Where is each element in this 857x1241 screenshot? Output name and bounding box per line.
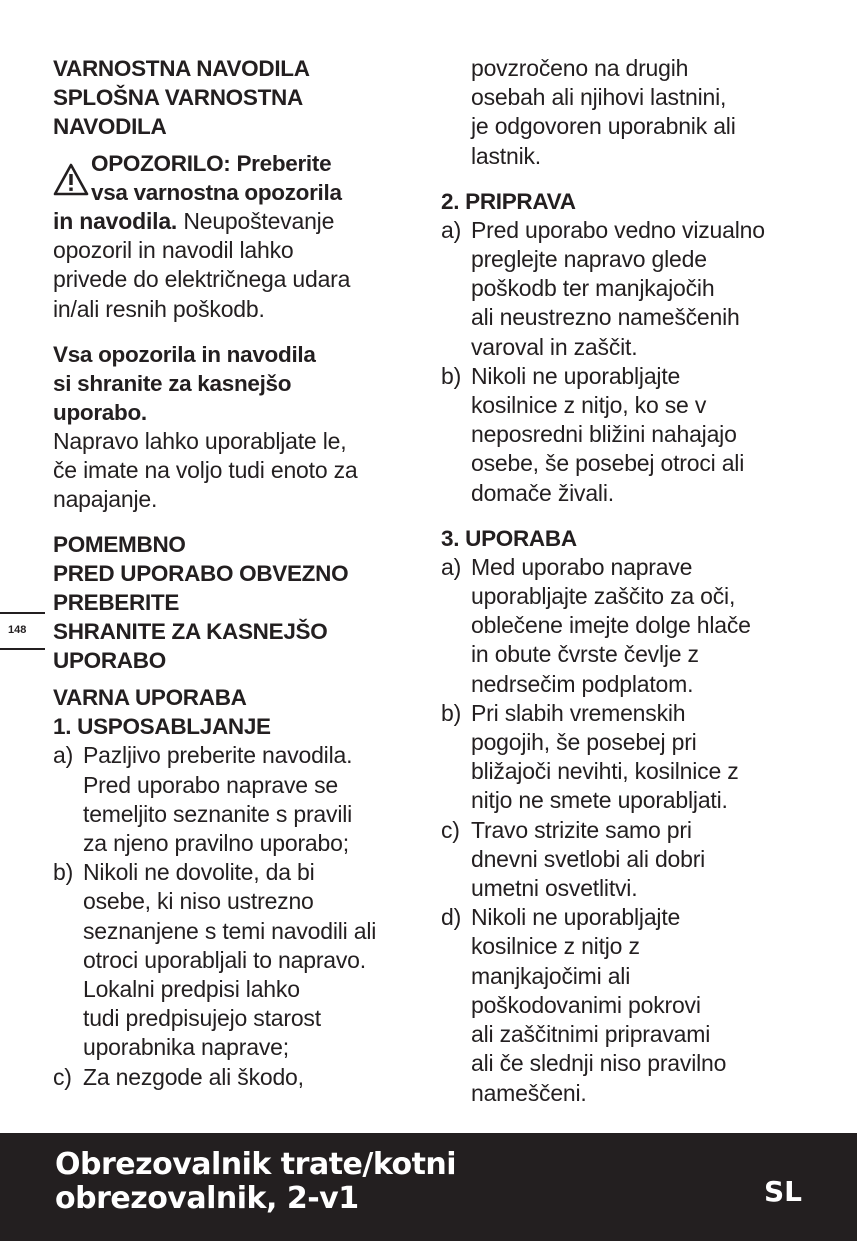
- usage-list: a) Med uporabo naprave uporabljajte zaščito za oči, oblečene imejte dolge hlače in obute čvrste čevlje z nedrsečim podplatom. b) Pri slabih vremenskih pogojih, še posebej pri bližajoči nevihti, kosilnice z nitjo ne smete uporabljati. c) Travo strizite samo pri dnevni svetlobi ali dobri umetni osvetlitvi. d) Nikoli ne uporabljajte kosilnice z nitjo z manjkajočimi ali poškodovanimi pokrovi ali zaščitnimi pripravami ali če slednji niso pravilno nameščeni.: [441, 553, 816, 1108]
- list-item: a) Pred uporabo vedno vizualno: [441, 216, 765, 243]
- list-item: b) Nikoli ne dovolite, da bi: [53, 859, 315, 886]
- list-item: d) Nikoli ne uporabljajte: [441, 904, 681, 931]
- safe-use-heading: VARNA UPORABA 1. USPOSABLJANJE: [53, 685, 271, 740]
- keep-instructions: Vsa opozorila in navodila si shranite za kasnejšo uporabo. Napravo lahko uporabljate le, če imate na voljo tudi enoto za napajanje.: [53, 341, 358, 513]
- right-column: [441, 54, 816, 1108]
- product-title: Obrezovalnik trate/kotni obrezovalnik, 2-v1: [55, 1147, 457, 1216]
- list-item: b) Nikoli ne uporabljajte: [441, 362, 681, 389]
- preparation-heading: 2. PRIPRAVA: [441, 188, 576, 214]
- list-item: a) Med uporabo naprave: [441, 553, 693, 580]
- list-item: b) Pri slabih vremenskih: [441, 699, 686, 726]
- footer-bar: [0, 1133, 857, 1241]
- language-code: SL: [764, 1175, 803, 1208]
- page-number: 148: [8, 624, 27, 636]
- page-number-tab: [0, 612, 45, 650]
- preparation-list: a) Pred uporabo vedno vizualno preglejte napravo glede poškodb ter manjkajočih ali neustrezno nameščenih varoval in zaščit. b) Nikoli ne uporabljajte kosilnice z nitjo, ko se v neposredni bližini nahajajo osebe, še posebej otroci ali domače živali.: [441, 216, 816, 508]
- list-item: a) Pazljivo preberite navodila.: [53, 742, 353, 769]
- list-item: c) Za nezgode ali škodo,: [53, 1063, 304, 1090]
- warning-icon: [53, 163, 89, 197]
- important-heading: POMEMBNO PRED UPORABO OBVEZNO PREBERITE SHRANITE ZA KASNEJŠO UPORABO: [53, 532, 349, 674]
- warning-block: OPOZORILO: Preberite vsa varnostna opozorila in navodila. Neupoštevanje opozoril in navodil lahko privede do električnega udara in/ali resnih poškodb.: [53, 151, 351, 322]
- list-item: c) Travo strizite samo pri: [441, 816, 692, 843]
- safety-heading: VARNOSTNA NAVODILA SPLOŠNA VARNOSTNA NAVODILA: [53, 56, 310, 139]
- left-column: [53, 54, 421, 1092]
- usage-heading: 3. UPORABA: [441, 525, 577, 551]
- continued-text: povzročeno na drugih osebah ali njihovi lastnini, je odgovoren uporabnik ali lastnik.: [471, 55, 736, 169]
- training-list: a) Pazljivo preberite navodila. Pred uporabo naprave se temeljito seznanite s pravili za njeno pravilno uporabo; b) Nikoli ne dovolite, da bi osebe, ki niso ustrezno seznanjene s temi navodili ali otroci uporabljali to napravo. Lokalni predpisi lahko tudi predpisujejo starost uporabnika naprave; c) Za nezgode ali škodo,: [53, 741, 421, 1091]
